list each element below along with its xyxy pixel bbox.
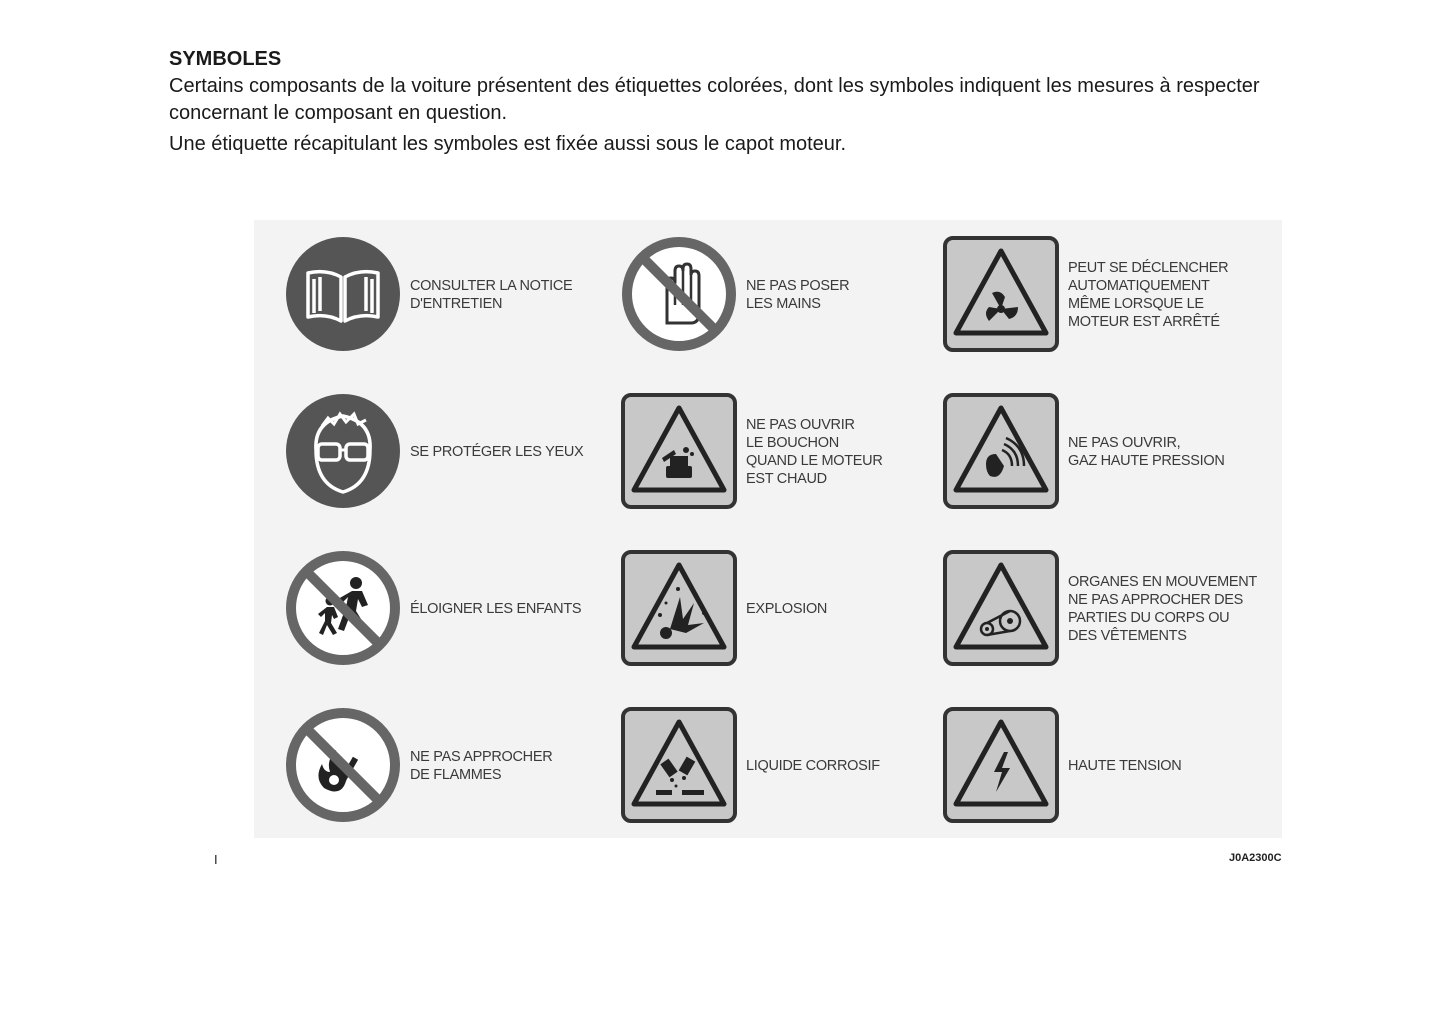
- hot-cap-warning-icon: [620, 392, 738, 510]
- symbol-hot-cap: [620, 392, 950, 512]
- eye-protection-icon: [284, 392, 402, 510]
- margin-mark: I: [214, 852, 218, 867]
- symbol-label: LIQUIDE CORROSIF: [746, 758, 880, 774]
- intro-paragraph: Certains composants de la voiture présentent des étiquettes colorées, dont les symboles indiquent les mesures à respecter concernant le composant en question.: [169, 75, 1260, 124]
- symbol-label: NE PAS OUVRIR, GAZ HAUTE PRESSION: [1068, 435, 1225, 469]
- no-flames-icon: [284, 706, 402, 824]
- symbol-label: CONSULTER LA NOTICE D'ENTRETIEN: [410, 278, 573, 312]
- symbol-fan-auto-start: [942, 235, 1272, 355]
- symbol-eye-protection: [284, 392, 614, 512]
- symbol-corrosive: [620, 706, 950, 826]
- symbols-figure: [254, 220, 1282, 838]
- symbol-label: EXPLOSION: [746, 601, 828, 617]
- symbol-label: NE PAS POSER LES MAINS: [746, 278, 850, 312]
- symbol-high-voltage: [942, 706, 1272, 826]
- high-pressure-warning-icon: [942, 392, 1060, 510]
- fan-warning-icon: [942, 235, 1060, 353]
- symbol-no-hands: [620, 235, 950, 355]
- symbol-high-pressure: [942, 392, 1272, 512]
- symbol-label: ORGANES EN MOUVEMENT NE PAS APPROCHER DES PARTIES DU CORPS OU DES VÊTEMENTS: [1068, 574, 1257, 644]
- explosion-warning-icon: [620, 549, 738, 667]
- corrosive-warning-icon: [620, 706, 738, 824]
- symbol-moving-parts: [942, 549, 1272, 669]
- figure-reference-code: J0A2300C: [1229, 852, 1282, 864]
- symbol-label: NE PAS APPROCHER DE FLAMMES: [410, 749, 553, 783]
- symbol-consult-manual: [284, 235, 614, 355]
- symbol-label: SE PROTÉGER LES YEUX: [410, 444, 584, 460]
- moving-parts-warning-icon: [942, 549, 1060, 667]
- section-heading: SYMBOLES: [169, 48, 282, 70]
- no-hands-icon: [620, 235, 738, 353]
- symbol-explosion: [620, 549, 950, 669]
- label-location-paragraph: Une étiquette récapitulant les symboles est fixée aussi sous le capot moteur.: [169, 133, 847, 155]
- symbol-label: ÉLOIGNER LES ENFANTS: [410, 601, 582, 617]
- high-voltage-warning-icon: [942, 706, 1060, 824]
- symbol-keep-children-away: [284, 549, 614, 669]
- symbol-label: NE PAS OUVRIR LE BOUCHON QUAND LE MOTEUR EST CHAUD: [746, 417, 883, 487]
- book-icon: [284, 235, 402, 353]
- symbol-label: PEUT SE DÉCLENCHER AUTOMATIQUEMENT MÊME LORSQUE LE MOTEUR EST ARRÊTÉ: [1068, 260, 1229, 330]
- symbol-no-flames: [284, 706, 614, 826]
- symbol-label: HAUTE TENSION: [1068, 758, 1182, 774]
- keep-children-away-icon: [284, 549, 402, 667]
